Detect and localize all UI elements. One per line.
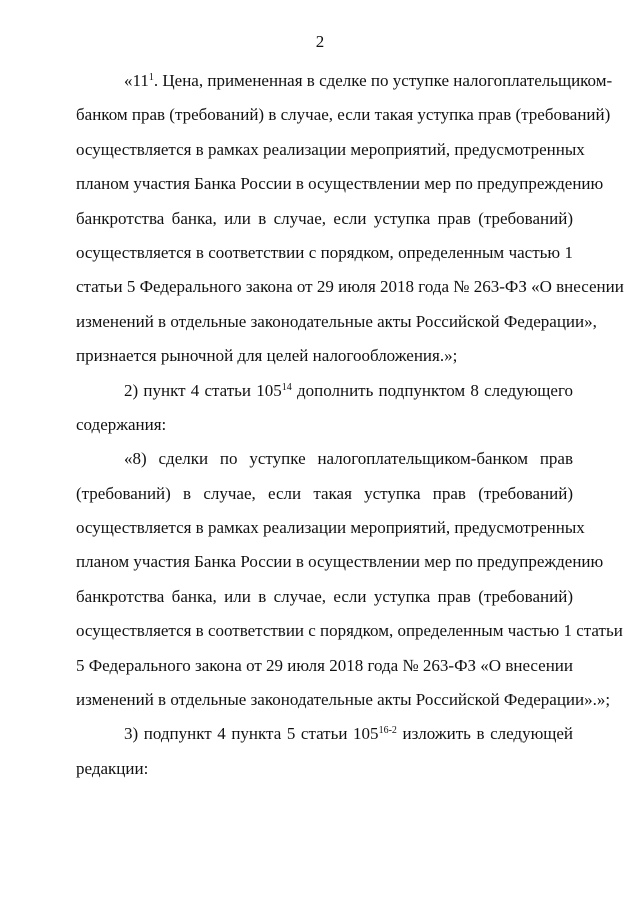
text-line: признается рыночной для целей налогообложения.»; [76, 346, 458, 366]
text-line: осуществляется в рамках реализации мероприятий, предусмотренных [76, 139, 585, 159]
text-line: банкротства банка, или в случае, если уступка прав (требований) [76, 208, 573, 228]
text-line: 5 Федерального закона от 29 июля 2018 года № 263-ФЗ «О внесении [76, 655, 574, 675]
text-line: планом участия Банка России в осуществлении мер по предупреждению [76, 552, 604, 572]
text-span: 3) подпункт 4 пункта 5 статьи 105 [124, 724, 379, 744]
text-line: осуществляется в соответствии с порядком, определенным частью 1 [76, 242, 573, 262]
paragraph-item-2 [76, 374, 573, 443]
text-span: «11 [124, 71, 149, 90]
page-number: 2 [315, 32, 325, 51]
text-span: дополнить подпунктом 8 следующего [291, 380, 573, 400]
paragraph-item-3 [76, 717, 573, 786]
text-line: осуществляется в рамках реализации мероприятий, предусмотренных [76, 518, 585, 538]
text-line: изменений в отдельные законодательные акты Российской Федерации».»; [76, 690, 611, 710]
text-line: планом участия Банка России в осуществлении мер по предупреждению [76, 174, 604, 194]
text-line: «8) сделки по уступке налогоплательщиком-банком прав [124, 449, 573, 469]
text-line [76, 374, 573, 408]
document-body [76, 64, 624, 786]
text-line: банком прав (требований) в случае, если такая уступка прав (требований) [76, 105, 611, 125]
text-line: (требований) в случае, если такая уступка прав (требований) [76, 483, 573, 503]
text-span: 2) пункт 4 статьи 105 [124, 380, 282, 400]
superscript: 16-2 [378, 725, 397, 737]
text-line: редакции: [76, 758, 149, 778]
paragraph-item-11-1 [76, 64, 624, 374]
text-line [76, 64, 613, 98]
text-line: изменений в отдельные законодательные акты Российской Федерации», [76, 311, 597, 331]
superscript: 14 [281, 381, 292, 393]
paragraph-subitem-8 [76, 442, 623, 717]
text-line [76, 717, 573, 751]
text-span: изложить в следующей [396, 724, 574, 744]
text-line: банкротства банка, или в случае, если уступка прав (требований) [76, 586, 573, 606]
text-line: содержания: [76, 414, 167, 434]
text-line: статьи 5 Федерального закона от 29 июля 2018 года № 263-ФЗ «О внесении [76, 277, 624, 297]
text-line: осуществляется в соответствии с порядком, определенным частью 1 статьи [76, 621, 623, 641]
text-span: . Цена, примененная в сделке по уступке налогоплательщиком- [153, 71, 613, 90]
superscript: 1 [148, 72, 154, 83]
